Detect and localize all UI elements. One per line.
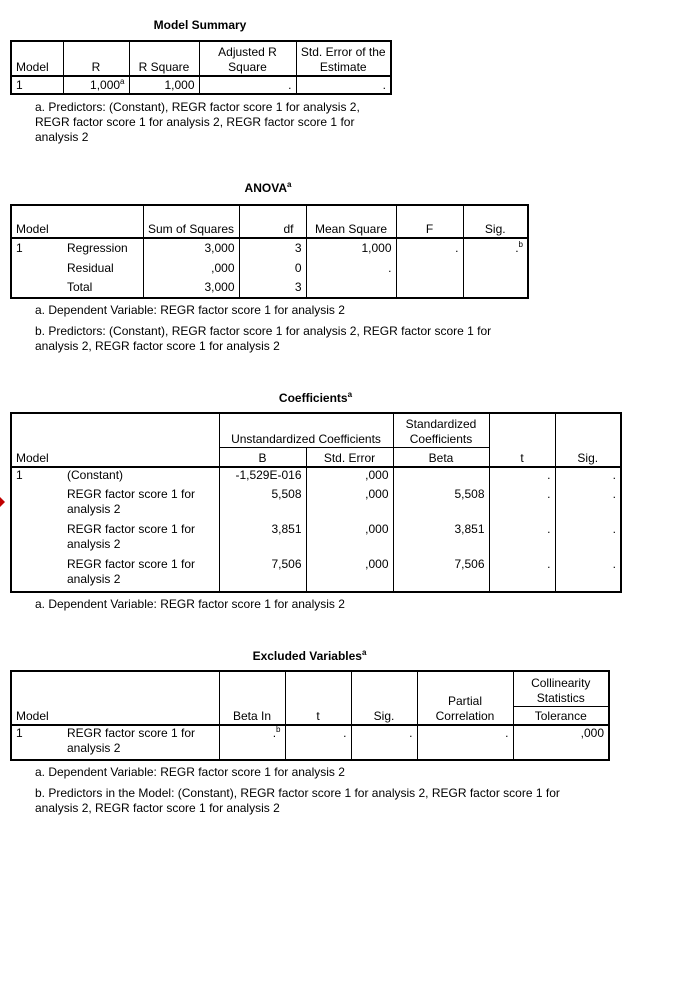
header-sig: Sig. xyxy=(351,671,417,725)
header-beta: Beta xyxy=(393,447,489,467)
row-label-predictor: REGR factor score 1 for analysis 2 xyxy=(63,487,219,522)
row-label-constant: (Constant) xyxy=(63,467,219,487)
header-sig: Sig. xyxy=(555,413,621,467)
model-summary-title xyxy=(10,18,390,32)
header-beta-in: Beta In xyxy=(219,671,285,725)
excluded-variables-title xyxy=(10,649,609,663)
anova-footnote-b: b. Predictors: (Constant), REGR factor score 1 for analysis 2, REGR factor score 1 for analysis 2, REGR factor score 1 for analysis 2 xyxy=(35,324,492,353)
header-unstandardized-coefficients: Unstandardized Coefficients xyxy=(219,413,393,447)
coefficients-title xyxy=(10,391,621,405)
cell-model-number: 1 xyxy=(16,726,23,740)
cell-f xyxy=(396,278,463,298)
cell-partial-correlation: . xyxy=(417,725,513,760)
cell-beta-in-footnote: b xyxy=(276,725,281,734)
cell-blank xyxy=(11,278,63,298)
coefficients-title-footnote: a xyxy=(347,390,353,399)
header-adjusted-r-square: Adjusted R Square xyxy=(199,41,296,76)
header-tolerance: Tolerance xyxy=(513,706,609,725)
cell-model-number: 1 xyxy=(16,468,23,482)
cell-adjusted-r-square: . xyxy=(199,76,296,94)
row-label-excluded-predictor: REGR factor score 1 for analysis 2 xyxy=(63,725,219,760)
row-label-predictor: REGR factor score 1 for analysis 2 xyxy=(63,557,219,592)
header-f: F xyxy=(396,205,463,238)
cell-sig xyxy=(463,278,528,298)
cell-sum-of-squares: 3,000 xyxy=(143,278,239,298)
coefficients-footnote-a: a. Dependent Variable: REGR factor score 1 for analysis 2 xyxy=(35,597,345,611)
cell-tolerance: ,000 xyxy=(513,725,609,760)
cell-model-number: 1 xyxy=(16,241,23,255)
cell-model-number: 1 xyxy=(11,76,63,94)
cell-t: . xyxy=(285,725,351,760)
cell-t: . xyxy=(489,522,555,557)
header-t: t xyxy=(489,413,555,467)
cell-mean-square xyxy=(306,278,396,298)
excluded-variables-title-text: Excluded Variables xyxy=(252,649,362,663)
coefficients-table xyxy=(10,412,622,593)
header-df: df xyxy=(239,205,306,238)
cell-b: 7,506 xyxy=(219,557,306,592)
row-label-predictor: REGR factor score 1 for analysis 2 xyxy=(63,522,219,557)
excluded-footnote-b: b. Predictors in the Model: (Constant), REGR factor score 1 for analysis 2, REGR factor score 1 for analysis 2, REGR factor score 1 for analysis 2 xyxy=(35,786,560,815)
model-summary-title-text: Model Summary xyxy=(153,18,247,32)
cell-r-footnote: a xyxy=(120,76,125,86)
cell-r xyxy=(63,76,129,94)
header-model: Model xyxy=(11,41,63,76)
header-mean-square: Mean Square xyxy=(306,205,396,238)
row-label-regression: Regression xyxy=(63,238,143,258)
header-standardized-coefficients: Standardized Coefficients xyxy=(393,413,489,447)
header-blank xyxy=(63,413,219,467)
cell-sum-of-squares: 3,000 xyxy=(143,238,239,258)
header-t: t xyxy=(285,671,351,725)
anova-footnote-a: a. Dependent Variable: REGR factor score 1 for analysis 2 xyxy=(35,303,345,317)
header-sig: Sig. xyxy=(463,205,528,238)
cell-sig-footnote: b xyxy=(518,240,523,249)
header-model: Model xyxy=(11,205,63,238)
header-r-square: R Square xyxy=(129,41,199,76)
cell-blank xyxy=(11,487,63,522)
cell-df: 3 xyxy=(239,238,306,258)
cell-f: . xyxy=(396,238,463,258)
cell-std-error: ,000 xyxy=(306,557,393,592)
cell-sig xyxy=(463,258,528,278)
anova-title-text: ANOVA xyxy=(244,181,287,195)
cell-beta-in-value: . xyxy=(272,726,277,740)
header-model: Model xyxy=(11,671,63,725)
model-summary-table xyxy=(10,40,392,95)
cell-beta: 3,851 xyxy=(393,522,489,557)
cell-r-value: 1,000 xyxy=(90,77,121,92)
cell-f xyxy=(396,258,463,278)
cell-blank xyxy=(11,522,63,557)
excluded-footnote-a: a. Dependent Variable: REGR factor score 1 for analysis 2 xyxy=(35,765,345,779)
cell-sum-of-squares: ,000 xyxy=(143,258,239,278)
cell-b: -1,529E-016 xyxy=(219,467,306,487)
excluded-variables-table xyxy=(10,670,610,761)
cell-beta: 7,506 xyxy=(393,557,489,592)
header-std-error-estimate: Std. Error of the Estimate xyxy=(296,41,391,76)
header-model: Model xyxy=(11,413,63,467)
cell-t: . xyxy=(489,557,555,592)
cell-sig: . xyxy=(555,522,621,557)
row-marker-icon xyxy=(0,497,5,507)
row-label-residual: Residual xyxy=(63,258,143,278)
cell-sig xyxy=(463,238,528,258)
cell-mean-square: 1,000 xyxy=(306,238,396,258)
cell-std-error: ,000 xyxy=(306,487,393,522)
cell-t: . xyxy=(489,487,555,522)
cell-b: 5,508 xyxy=(219,487,306,522)
coefficients-title-text: Coefficients xyxy=(278,391,348,405)
header-collinearity-statistics: Collinearity Statistics xyxy=(513,671,609,706)
cell-beta-in xyxy=(219,725,285,760)
cell-std-error-estimate: . xyxy=(296,76,391,94)
cell-b: 3,851 xyxy=(219,522,306,557)
header-blank xyxy=(63,671,219,725)
cell-mean-square: . xyxy=(306,258,396,278)
header-blank xyxy=(63,205,143,238)
cell-df: 0 xyxy=(239,258,306,278)
header-r: R xyxy=(63,41,129,76)
cell-sig: . xyxy=(555,487,621,522)
cell-beta xyxy=(393,467,489,487)
cell-df: 3 xyxy=(239,278,306,298)
cell-beta: 5,508 xyxy=(393,487,489,522)
cell-r-square: 1,000 xyxy=(129,76,199,94)
header-std-error: Std. Error xyxy=(306,447,393,467)
cell-sig: . xyxy=(555,467,621,487)
header-sum-of-squares: Sum of Squares xyxy=(143,205,239,238)
cell-std-error: ,000 xyxy=(306,467,393,487)
cell-t: . xyxy=(489,467,555,487)
model-summary-footnote-a: a. Predictors: (Constant), REGR factor score 1 for analysis 2, REGR factor score 1 for analysis 2, REGR factor score 1 for analysis 2 xyxy=(35,100,360,144)
cell-blank xyxy=(11,258,63,278)
cell-std-error: ,000 xyxy=(306,522,393,557)
header-partial-correlation: Partial Correlation xyxy=(417,671,513,725)
row-label-total: Total xyxy=(63,278,143,298)
anova-title xyxy=(10,181,526,195)
cell-sig-value: . xyxy=(515,241,519,255)
header-b: B xyxy=(219,447,306,467)
cell-sig: . xyxy=(555,557,621,592)
excluded-variables-title-footnote: a xyxy=(361,648,367,657)
anova-title-footnote: a xyxy=(287,180,292,189)
cell-blank xyxy=(11,557,63,592)
cell-sig: . xyxy=(351,725,417,760)
anova-table xyxy=(10,204,529,299)
